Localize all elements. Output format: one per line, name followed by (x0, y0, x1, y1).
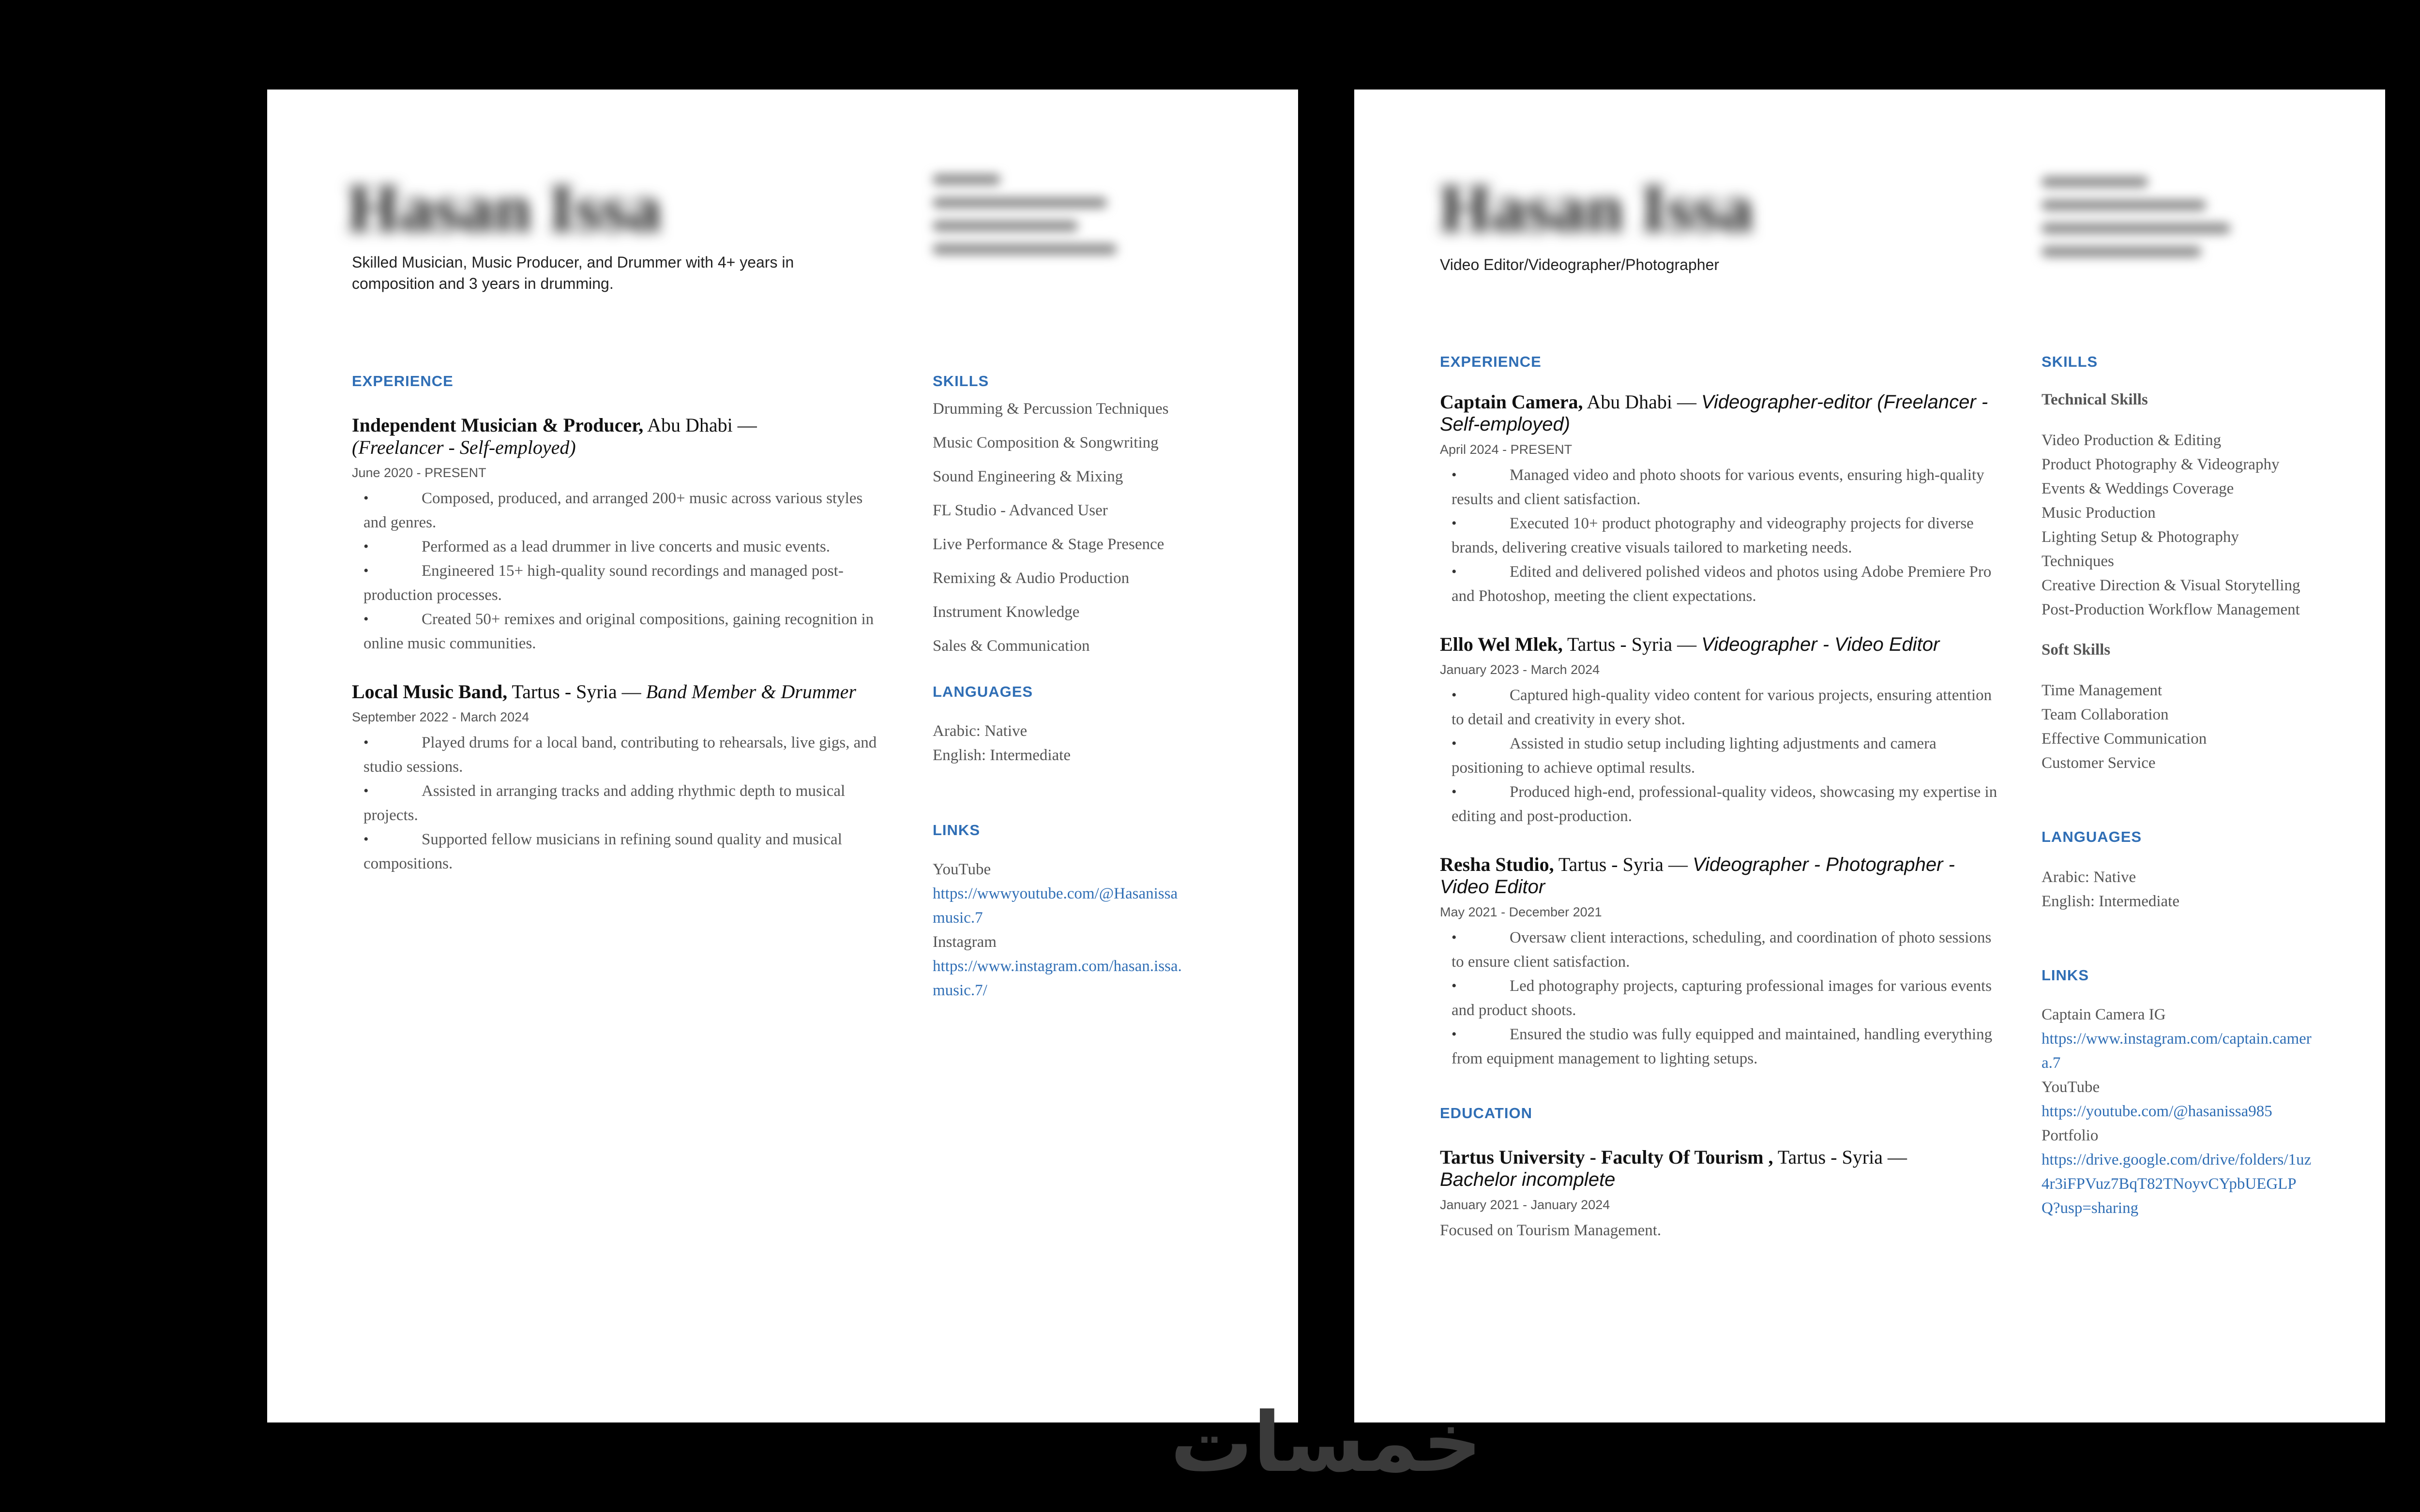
job-list (1440, 391, 1999, 1071)
section-heading-experience: EXPERIENCE (352, 373, 454, 389)
skill-item: Customer Service (2042, 754, 2156, 772)
skill-item: Post-Production Workflow Management (2042, 601, 2300, 618)
skill-item: Creative Direction & Visual Storytelling (2042, 577, 2300, 594)
skill-item: Live Performance & Stage Presence (933, 536, 1165, 553)
language-item: Arabic: Native (933, 722, 1028, 740)
job-role: Band Member & Drummer (646, 681, 856, 703)
job-bullets (352, 731, 879, 876)
job-title (1440, 391, 1999, 435)
job-bullets (1440, 926, 1999, 1071)
experience-section (352, 373, 879, 901)
bullet-item: • Assisted in studio setup including lighting adjustments and camera positioning to achieve optimal results. (1452, 732, 1999, 780)
job-entry (1440, 633, 1999, 828)
bullet-item: • Led photography projects, capturing professional images for various events and product shoots. (1452, 974, 1999, 1022)
job-location: Abu Dhabi — (1583, 391, 1701, 413)
bullet-item: • Supported fellow musicians in refining sound quality and musical compositions. (363, 827, 879, 876)
bullet-item: • Created 50+ remixes and original compositions, gaining recognition in online music communities. (363, 607, 879, 656)
bullet-item: • Produced high-end, professional-quality videos, showcasing my expertise in editing and post-production. (1452, 780, 1999, 828)
watermark-logo-text: خمسات (1170, 1395, 1482, 1490)
technical-skills-heading: Technical Skills (2042, 391, 2148, 408)
section-heading-education: EDUCATION (1440, 1105, 1532, 1122)
summary: Video Editor/Videographer/Photographer (1440, 256, 1720, 273)
job-title (352, 414, 879, 459)
bullet-item: • Managed video and photo shoots for various events, ensuring high-quality results and client satisfaction. (1452, 463, 1999, 511)
skill-item: Music Production (2042, 504, 2156, 522)
job-location: Tartus - Syria — (1562, 633, 1702, 655)
section-heading-skills: SKILLS (933, 373, 989, 389)
bullet-item: • Executed 10+ product photography and videography projects for diverse brands, delivering creative visuals tailored to marketing needs. (1452, 511, 1999, 560)
skill-item: Remixing & Audio Production (933, 569, 1130, 587)
job-role: Videographer-editor (Freelancer - Self-employed) (1440, 391, 1988, 435)
candidate-name-redacted: Hasan Issa (1439, 171, 1754, 246)
candidate-name-redacted: Hasan Issa (347, 171, 662, 246)
skill-item: Team Collaboration (2042, 706, 2169, 723)
job-bullets (1440, 463, 1999, 608)
job-title (1440, 633, 1999, 656)
job-location: Abu Dhabi — (643, 414, 757, 436)
section-heading-skills: SKILLS (2042, 353, 2098, 370)
bullet-item: • Ensured the studio was fully equipped and maintained, handling everything from equipment management to lighting setups. (1452, 1022, 1999, 1071)
skill-item: Video Production & Editing (2042, 432, 2222, 449)
technical-skills-list (2042, 428, 2313, 622)
education-dates: January 2021 - January 2024 (1440, 1198, 1610, 1212)
section-heading-links: LINKS (2042, 967, 2089, 984)
links-list (933, 857, 1184, 1003)
link-url[interactable]: https://youtube.com/@hasanissa985 (2042, 1103, 2272, 1120)
job-list (352, 414, 879, 876)
skills-list (933, 397, 1184, 658)
link-url[interactable]: https://wwwyoutube.com/@Hasanissamusic.7 (933, 885, 1178, 927)
job-dates: April 2024 - PRESENT (1440, 442, 1573, 457)
education-title: Tartus University - Faculty Of Tourism , Tartus - Syria — Bachelor incomplete (1440, 1146, 1907, 1190)
job-company: Local Music Band, (352, 681, 508, 703)
bullet-item: • Composed, produced, and arranged 200+ music across various styles and genres. (363, 486, 879, 535)
link-url[interactable]: https://www.instagram.com/hasan.issa.music.7/ (933, 958, 1182, 999)
bullet-item: • Assisted in arranging tracks and adding rhythmic depth to musical projects. (363, 779, 879, 827)
skill-item: Sales & Communication (933, 637, 1090, 655)
section-heading-languages: LANGUAGES (933, 683, 1033, 700)
job-dates: May 2021 - December 2021 (1440, 905, 1602, 919)
bullet-item: • Oversaw client interactions, scheduling, and coordination of photo sessions to ensure client satisfaction. (1452, 926, 1999, 974)
resume-page-left (267, 90, 1298, 1422)
job-role: Videographer - Photographer - Video Editor (1440, 854, 1955, 898)
skill-item: Effective Communication (2042, 730, 2207, 748)
language-item: English: Intermediate (2042, 893, 2179, 910)
job-company: Independent Musician & Producer, (352, 414, 644, 436)
resume-page-right (1354, 90, 2385, 1422)
skill-item: Product Photography & Videography (2042, 456, 2280, 473)
link-label: YouTube (2042, 1078, 2100, 1096)
sidebar (2042, 353, 2313, 1220)
link-url[interactable]: https://drive.google.com/drive/folders/1uz4r3iFPVuz7BqT82TNoyvCYpbUEGLPQ?usp=sharing (2042, 1151, 2312, 1217)
sidebar (933, 373, 1184, 1003)
bullet-item: • Played drums for a local band, contributing to rehearsals, live gigs, and studio sessions. (363, 731, 879, 779)
job-entry (1440, 391, 1999, 608)
job-company: Captain Camera, (1440, 391, 1583, 413)
skill-item: Instrument Knowledge (933, 603, 1080, 621)
contact-info-redacted (933, 174, 1117, 267)
contact-info-redacted (2042, 177, 2230, 269)
summary: Skilled Musician, Music Producer, and Drummer with 4+ years in composition and 3 years in drumming. (352, 254, 794, 292)
links-list (2042, 1003, 2313, 1220)
languages-list (2042, 865, 2313, 913)
job-bullets (1440, 683, 1999, 828)
section-heading-experience: EXPERIENCE (1440, 353, 1542, 370)
skill-item: Drumming & Percussion Techniques (933, 400, 1169, 418)
job-title (1440, 853, 1999, 898)
job-entry (352, 681, 879, 876)
link-label: YouTube (933, 861, 991, 878)
soft-skills-list (2042, 678, 2313, 775)
education-entry (1440, 1146, 1999, 1243)
job-company: Resha Studio, (1440, 853, 1554, 875)
bullet-item: • Edited and delivered polished videos and photos using Adobe Premiere Pro and Photoshop, meeting the client expectations. (1452, 560, 1999, 608)
skill-item: Lighting Setup & Photography Techniques (2042, 528, 2239, 570)
languages-list (933, 719, 1184, 767)
language-item: English: Intermediate (933, 747, 1071, 764)
khamsat-watermark-logo (1137, 1393, 1515, 1490)
link-label: Captain Camera IG (2042, 1006, 2166, 1023)
skill-item: Music Composition & Songwriting (933, 434, 1159, 451)
bullet-item: • Captured high-quality video content for various projects, ensuring attention to detail and creativity in every shot. (1452, 683, 1999, 732)
link-label: Portfolio (2042, 1127, 2099, 1144)
section-heading-links: LINKS (933, 822, 980, 838)
section-heading-languages: LANGUAGES (2042, 828, 2142, 845)
job-title (352, 681, 879, 703)
education-note: Focused on Tourism Management. (1440, 1222, 1662, 1239)
skill-item: FL Studio - Advanced User (933, 502, 1108, 519)
bullet-item: • Performed as a lead drummer in live concerts and music events. (363, 535, 879, 559)
job-bullets (352, 486, 879, 656)
skill-item: Events & Weddings Coverage (2042, 480, 2234, 497)
job-dates: January 2023 - March 2024 (1440, 662, 1600, 677)
job-entry (1440, 853, 1999, 1071)
experience-section (1440, 353, 1999, 1243)
job-location: Tartus - Syria — (1554, 853, 1693, 875)
skill-item: Sound Engineering & Mixing (933, 468, 1123, 485)
job-dates: September 2022 - March 2024 (352, 710, 529, 724)
job-dates: June 2020 - PRESENT (352, 465, 486, 480)
job-company: Ello Wel Mlek, (1440, 633, 1563, 655)
bullet-item: • Engineered 15+ high-quality sound recordings and managed post-production processes. (363, 559, 879, 607)
skill-item: Time Management (2042, 682, 2162, 699)
link-label: Instagram (933, 933, 997, 951)
soft-skills-heading: Soft Skills (2042, 641, 2111, 659)
job-entry (352, 414, 879, 656)
job-role: (Freelancer - Self-employed) (352, 436, 576, 458)
job-location: Tartus - Syria — (507, 681, 646, 703)
link-url[interactable]: https://www.instagram.com/captain.camera.7 (2042, 1030, 2312, 1072)
job-role: Videographer - Video Editor (1701, 634, 1940, 655)
language-item: Arabic: Native (2042, 868, 2136, 886)
